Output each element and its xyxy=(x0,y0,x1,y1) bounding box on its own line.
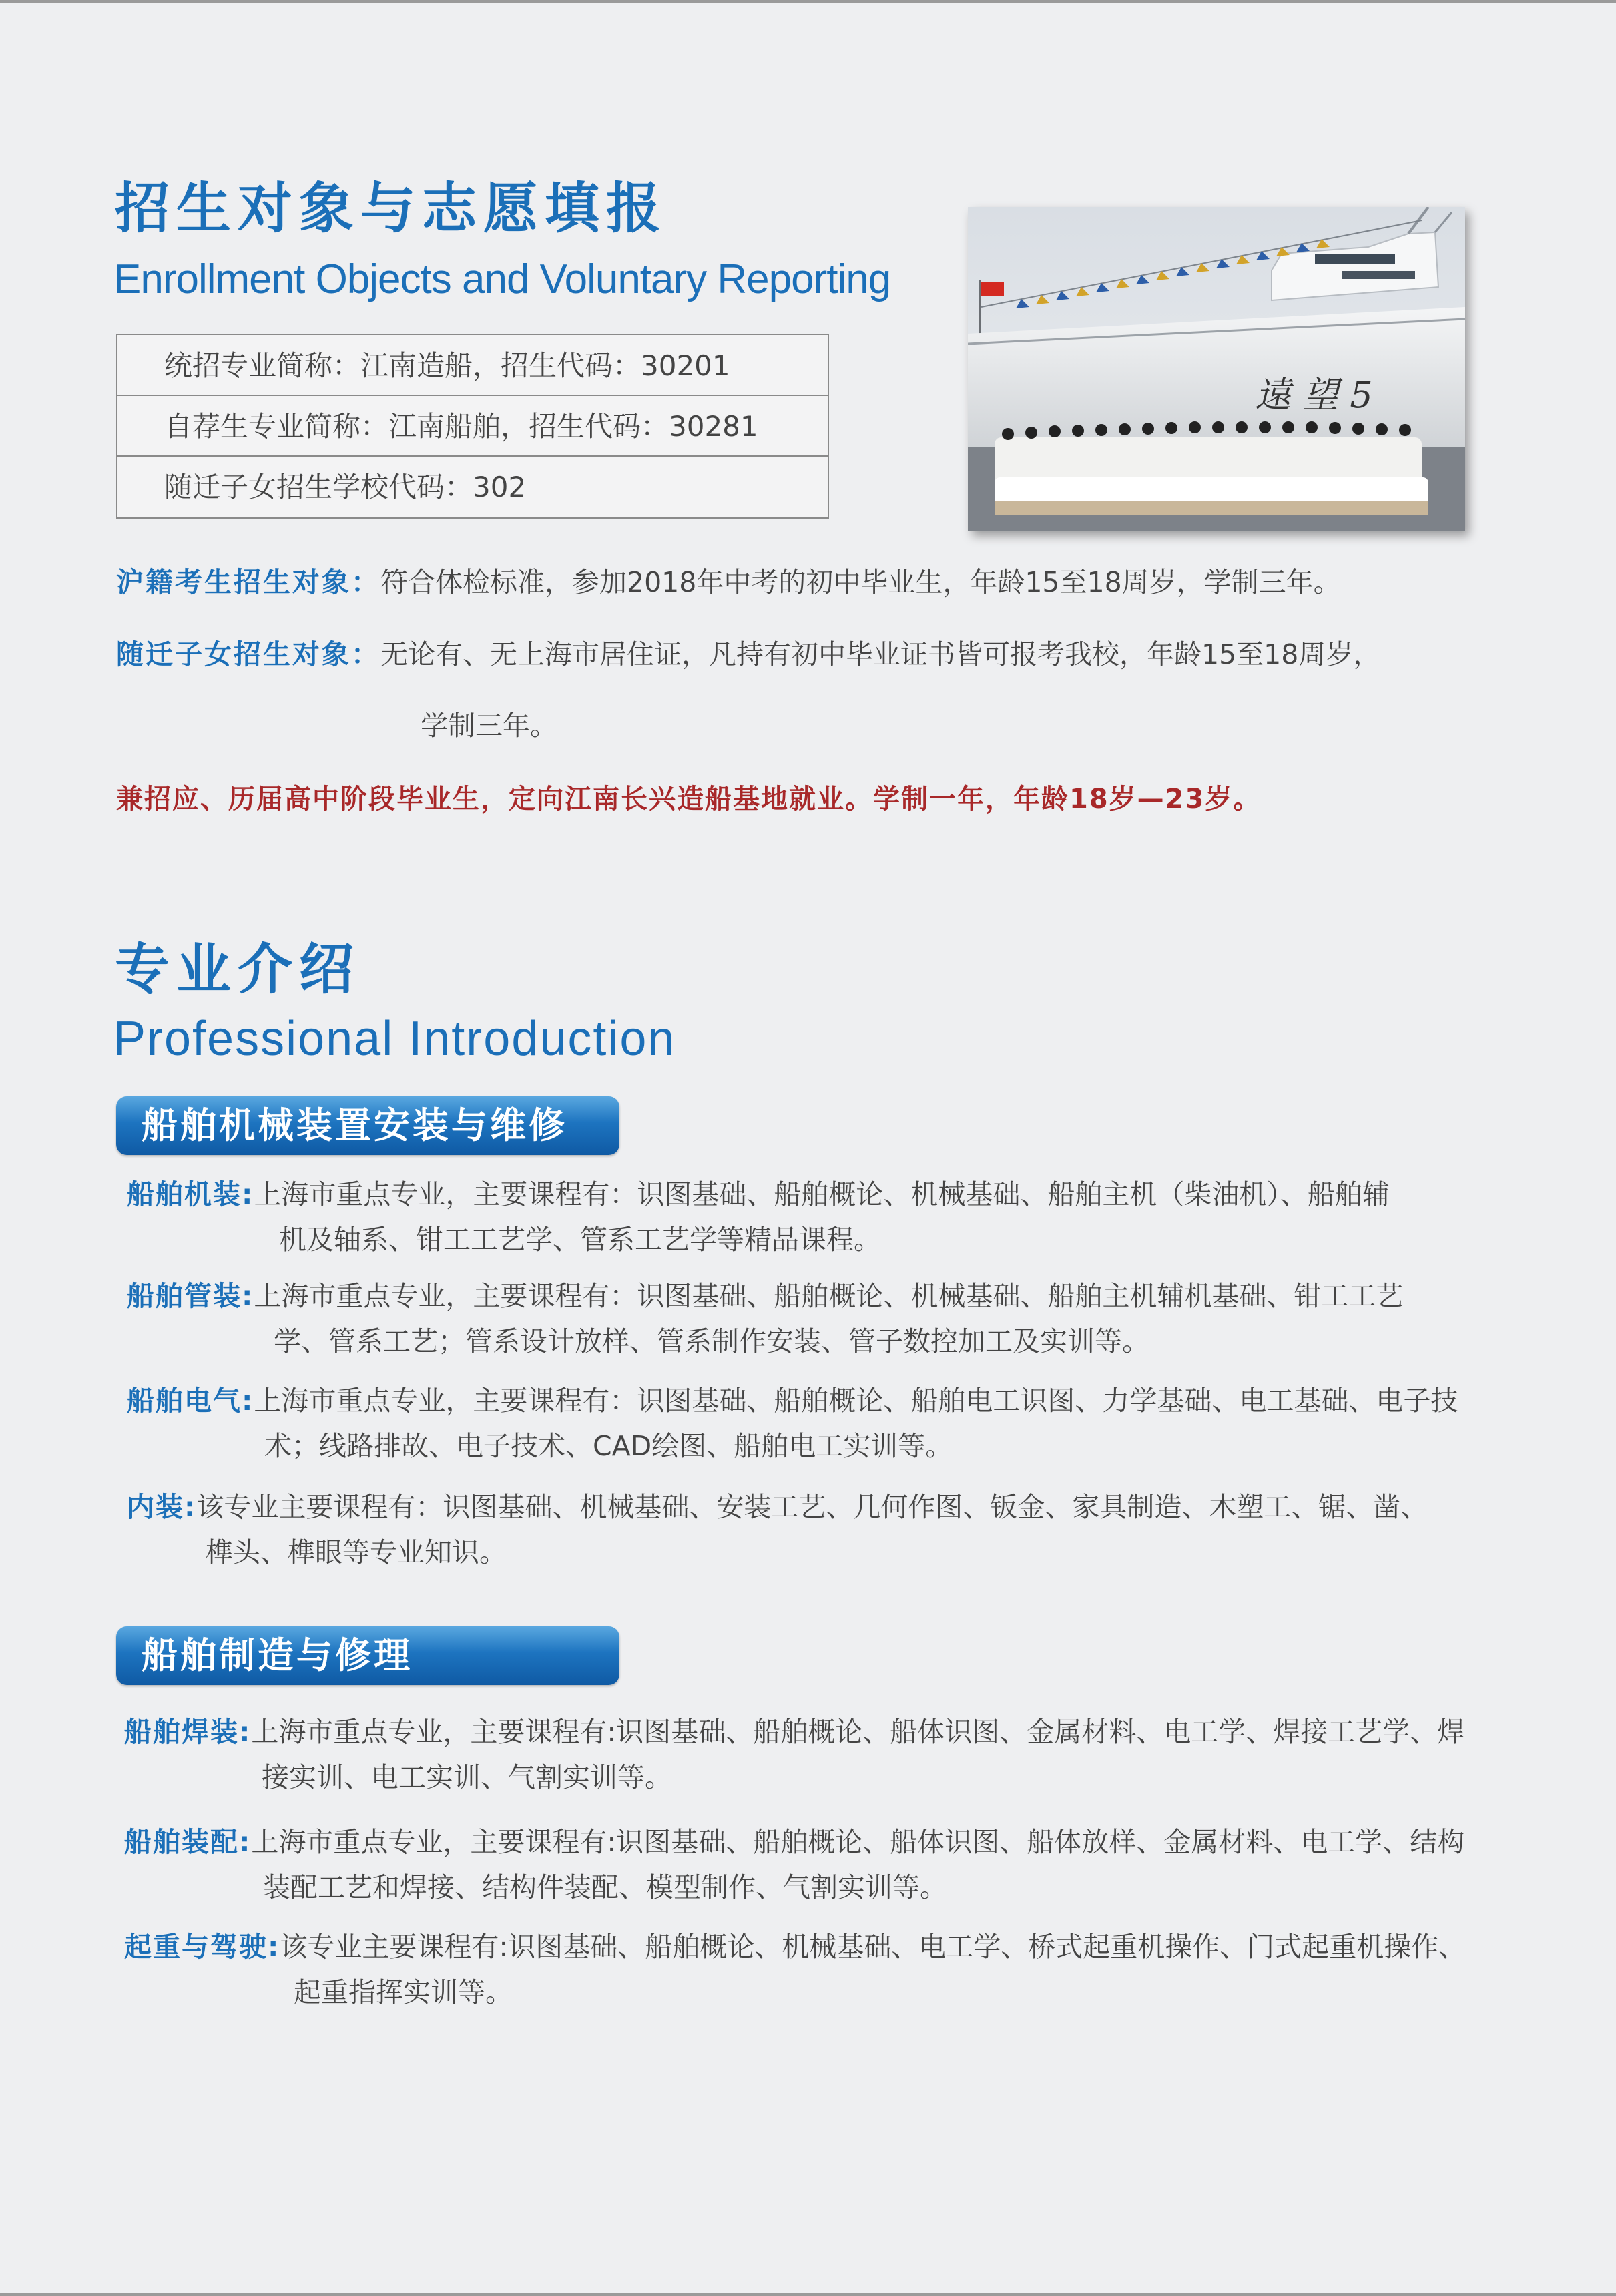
top-border xyxy=(0,0,1616,3)
course-item xyxy=(127,1273,1502,1364)
course-desc-continued: 术；线路排故、电子技术、CAD绘图、船舶电工实训等。 xyxy=(264,1430,953,1462)
course-desc-continued: 装配工艺和焊接、结构件装配、模型制作、气割实训等。 xyxy=(263,1871,947,1903)
course-item xyxy=(127,1484,1502,1575)
migrant-students-text-continued: 学制三年。 xyxy=(421,710,557,742)
svg-text:遠 望 5: 遠 望 5 xyxy=(1255,374,1373,416)
course-desc: 该专业主要课程有：识图基础、机械基础、安装工艺、几何作图、钣金、家具制造、木塑工、锯、凿、 xyxy=(196,1491,1428,1523)
course-label: 内装: xyxy=(127,1491,197,1523)
course-item xyxy=(124,1924,1499,2015)
majors-title-en: Professional Introduction xyxy=(113,1012,676,1066)
code-row: 随迁子女招生学校代码：302 xyxy=(164,471,527,503)
course-item xyxy=(124,1819,1499,1910)
migrant-students-line xyxy=(116,638,1381,670)
course-desc: 上海市重点专业，主要课程有：识图基础、船舶概论、机械基础、船舶主机（柴油机）、船舶辅 xyxy=(254,1178,1390,1210)
course-item xyxy=(127,1172,1502,1262)
migrant-students-text: 无论有、无上海市居住证，凡持有初中毕业证书皆可报考我校，年龄15至18周岁， xyxy=(380,638,1381,670)
majors-title-cn: 专业介绍 xyxy=(115,938,361,1001)
course-desc: 上海市重点专业，主要课程有：识图基础、船舶概论、船舶电工识图、力学基础、电工基础、电子技 xyxy=(254,1385,1458,1417)
course-item xyxy=(127,1378,1502,1469)
enrollment-title-en: Enrollment Objects and Voluntary Reporting xyxy=(113,256,891,302)
course-desc: 上海市重点专业，主要课程有:识图基础、船舶概论、船体识图、船体放样、金属材料、电工学、结构 xyxy=(251,1826,1465,1858)
course-label: 船舶装配: xyxy=(124,1826,252,1858)
course-label: 起重与驾驶: xyxy=(124,1931,280,1963)
enrollment-title-cn: 招生对象与志愿填报 xyxy=(115,177,668,240)
bottom-border xyxy=(0,2293,1616,2296)
course-desc-continued: 学、管系工艺；管系设计放样、管系制作安装、管子数控加工及实训等。 xyxy=(274,1325,1149,1357)
group-heading-machinery: 船舶机械装置安装与维修 xyxy=(116,1096,619,1155)
course-desc: 上海市重点专业，主要课程有:识图基础、船舶概论、船体识图、金属材料、电工学、焊接工艺学、焊 xyxy=(251,1716,1465,1748)
migrant-students-label: 随迁子女招生对象： xyxy=(116,638,380,670)
code-row: 自荐生专业简称：江南船舶，招生代码：30281 xyxy=(117,396,828,457)
additional-enrollment-note: 兼招应、历届高中阶段毕业生，定向江南长兴造船基地就业。学制一年，年龄18岁—23岁。 xyxy=(116,784,1262,815)
course-desc: 该专业主要课程有:识图基础、船舶概论、机械基础、电工学、桥式起重机操作、门式起重机操作、 xyxy=(280,1931,1466,1963)
code-row: 统招专业简称：江南造船，招生代码：30201 xyxy=(117,335,828,396)
ship-group-photo xyxy=(968,207,1465,531)
local-students-text: 符合体检标准，参加2018年中考的初中毕业生，年龄15至18周岁，学制三年。 xyxy=(380,566,1341,598)
course-desc-continued: 榫头、榫眼等专业知识。 xyxy=(206,1536,507,1568)
local-students-label: 沪籍考生招生对象： xyxy=(116,566,380,598)
course-desc-continued: 起重指挥实训等。 xyxy=(294,1976,513,2008)
course-label: 船舶电气: xyxy=(127,1385,254,1417)
course-label: 船舶焊装: xyxy=(124,1716,252,1748)
group-heading-shipbuilding: 船舶制造与修理 xyxy=(116,1626,619,1685)
course-desc-continued: 机及轴系、钳工工艺学、管系工艺学等精品课程。 xyxy=(279,1224,881,1256)
course-label: 船舶管装: xyxy=(127,1280,254,1312)
course-desc-continued: 接实训、电工实训、气割实训等。 xyxy=(262,1761,672,1793)
course-desc: 上海市重点专业，主要课程有：识图基础、船舶概论、机械基础、船舶主机辅机基础、钳工工艺 xyxy=(254,1280,1404,1312)
enrollment-code-table xyxy=(116,334,829,519)
local-students-line xyxy=(116,566,1341,598)
course-label: 船舶机装: xyxy=(127,1178,254,1210)
course-item xyxy=(124,1709,1499,1800)
